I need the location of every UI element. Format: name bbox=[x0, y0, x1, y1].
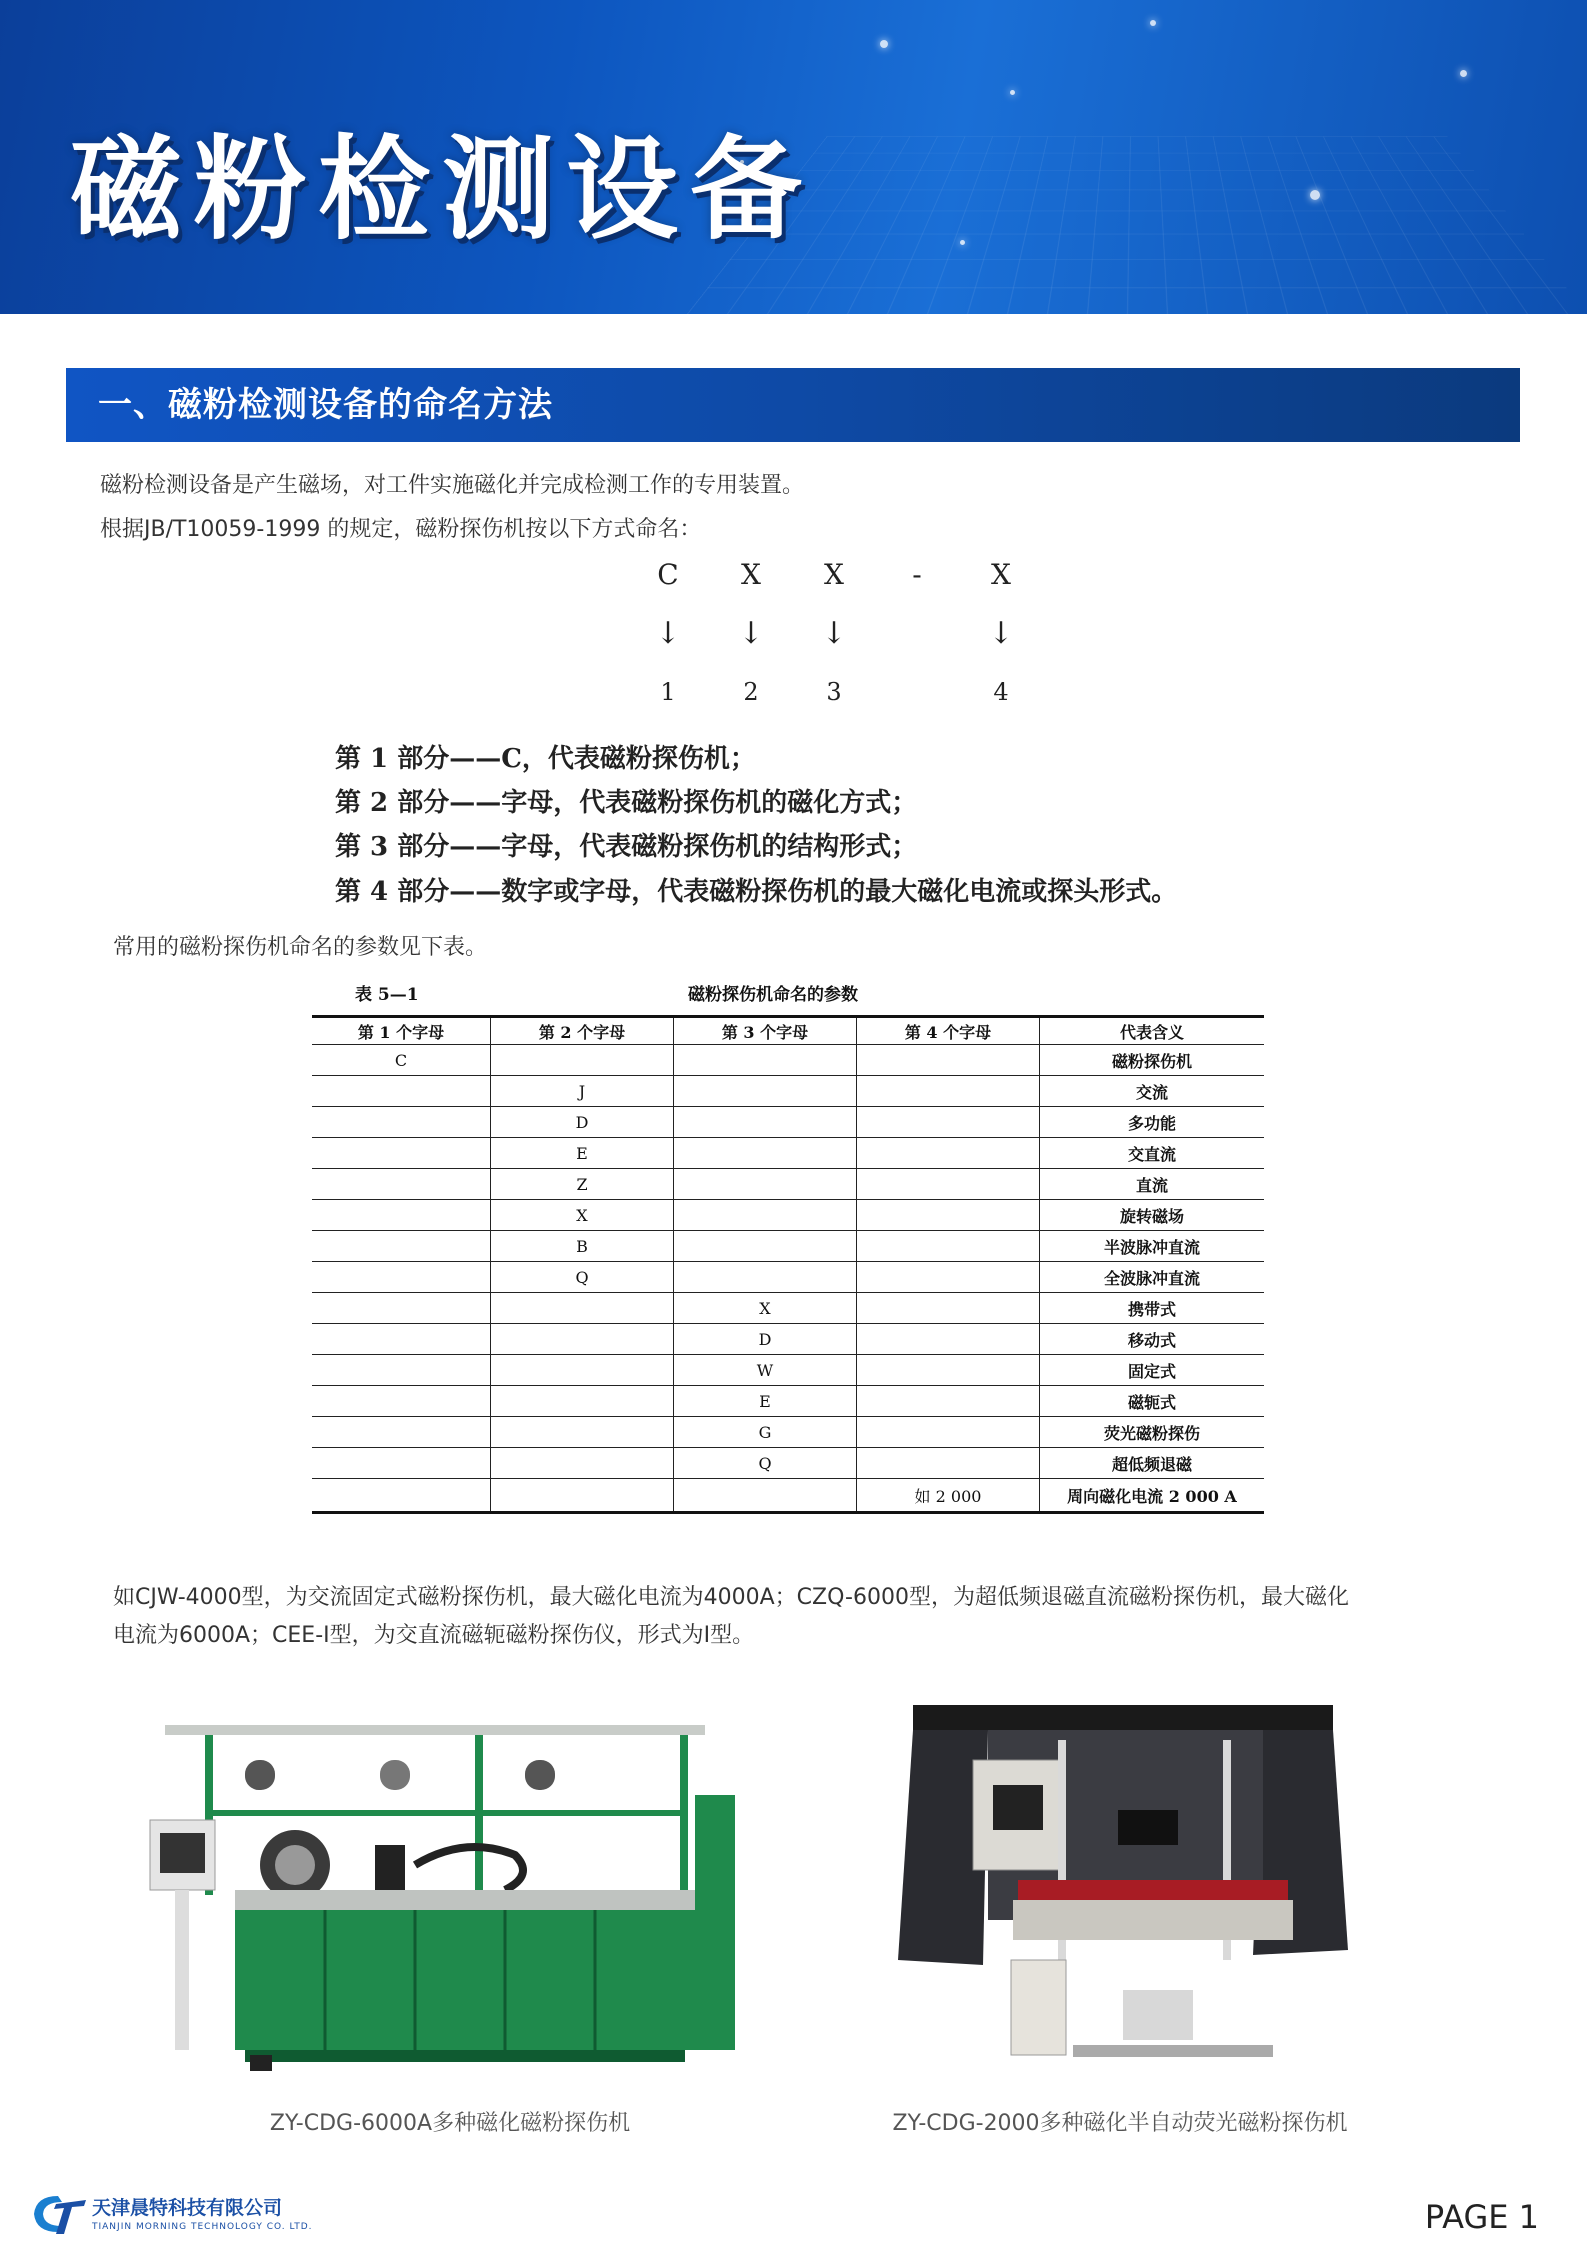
light-dot bbox=[960, 240, 965, 245]
table-cell-letter bbox=[857, 1293, 1040, 1324]
table-row bbox=[312, 1417, 1264, 1448]
table-cell-letter bbox=[857, 1138, 1040, 1169]
table-cell-letter: X bbox=[674, 1293, 857, 1324]
table-cell-letter bbox=[857, 1324, 1040, 1355]
table-cell-meaning: 移动式 bbox=[1040, 1324, 1265, 1355]
table-cell-letter bbox=[491, 1448, 674, 1479]
light-dot bbox=[1460, 70, 1467, 77]
table-cell-letter bbox=[491, 1417, 674, 1448]
table-row bbox=[312, 1138, 1264, 1169]
table-row bbox=[312, 1324, 1264, 1355]
table-cell-letter bbox=[491, 1045, 674, 1076]
header-meaning: 代表含义 bbox=[1040, 1017, 1265, 1045]
table-cell-letter bbox=[312, 1355, 491, 1386]
table-cell-letter bbox=[312, 1076, 491, 1107]
table-cell-meaning: 多功能 bbox=[1040, 1107, 1265, 1138]
table-cell-letter bbox=[857, 1045, 1040, 1076]
part-1-description: 第 1 部分——C，代表磁粉探伤机； bbox=[335, 744, 756, 774]
page-number: PAGE 1 bbox=[1424, 2198, 1539, 2236]
table-title: 磁粉探伤机命名的参数 bbox=[688, 985, 858, 1005]
table-cell-letter: C bbox=[312, 1045, 491, 1076]
table-cell-letter bbox=[312, 1138, 491, 1169]
example-line-1: 如CJW-4000型，为交流固定式磁粉探伤机，最大磁化电流为4000A；CZQ-6000型，为超低频退磁直流磁粉探伤机，最大磁化 bbox=[113, 1585, 1349, 1610]
light-dot bbox=[1010, 90, 1015, 95]
table-cell-letter bbox=[857, 1231, 1040, 1262]
product-photo-fluorescent-machine bbox=[893, 1700, 1353, 2070]
table-cell-letter bbox=[491, 1324, 674, 1355]
section-title: 一、磁粉检测设备的命名方法 bbox=[98, 385, 553, 425]
product-caption-2: ZY-CDG-2000多种磁化半自动荧光磁粉探伤机 bbox=[892, 2111, 1348, 2136]
company-name-en: TIANJIN MORNING TECHNOLOGY CO. LTD. bbox=[92, 2222, 313, 2232]
table-row bbox=[312, 1231, 1264, 1262]
arrow-down-icon: ↓ bbox=[738, 616, 764, 651]
intro-line-1: 磁粉检测设备是产生磁场，对工件实施磁化并完成检测工作的专用装置。 bbox=[100, 473, 805, 498]
table-cell-letter bbox=[674, 1107, 857, 1138]
banner-grid-decoration bbox=[687, 137, 1587, 314]
table-row bbox=[312, 1169, 1264, 1200]
scheme-letter: C bbox=[657, 558, 679, 591]
table-cell-letter: Q bbox=[491, 1262, 674, 1293]
table-row bbox=[312, 1107, 1264, 1138]
scheme-letter: X bbox=[741, 558, 761, 591]
light-dot bbox=[880, 40, 888, 48]
table-cell-letter bbox=[312, 1231, 491, 1262]
table-number: 表 5—1 bbox=[355, 985, 419, 1005]
table-cell-letter bbox=[674, 1479, 857, 1513]
table-cell-letter bbox=[857, 1417, 1040, 1448]
table-cell-letter bbox=[312, 1479, 491, 1513]
table-cell-letter bbox=[312, 1200, 491, 1231]
table-row bbox=[312, 1045, 1264, 1076]
table-cell-letter bbox=[491, 1293, 674, 1324]
light-dot bbox=[1150, 20, 1156, 26]
scheme-number: 1 bbox=[660, 678, 676, 706]
table-cell-letter bbox=[312, 1324, 491, 1355]
part-2-description: 第 2 部分——字母，代表磁粉探伤机的磁化方式； bbox=[335, 788, 918, 818]
page-title: 磁粉检测设备 bbox=[70, 125, 814, 255]
table-cell-meaning: 交直流 bbox=[1040, 1138, 1265, 1169]
table-cell-meaning: 交流 bbox=[1040, 1076, 1265, 1107]
table-cell-meaning: 固定式 bbox=[1040, 1355, 1265, 1386]
table-row bbox=[312, 1262, 1264, 1293]
table-cell-meaning: 直流 bbox=[1040, 1169, 1265, 1200]
table-row bbox=[312, 1076, 1264, 1107]
table-cell-meaning: 周向磁化电流 2 000 A bbox=[1040, 1479, 1265, 1513]
table-cell-letter: E bbox=[491, 1138, 674, 1169]
table-cell-letter bbox=[312, 1293, 491, 1324]
table-cell-letter bbox=[312, 1107, 491, 1138]
header-letter-1: 第 1 个字母 bbox=[312, 1017, 491, 1045]
table-cell-letter: 如 2 000 bbox=[857, 1479, 1040, 1513]
table-cell-letter bbox=[674, 1138, 857, 1169]
table-cell-letter: X bbox=[491, 1200, 674, 1231]
table-cell-letter bbox=[674, 1076, 857, 1107]
product-caption-1: ZY-CDG-6000A多种磁化磁粉探伤机 bbox=[269, 2111, 631, 2136]
table-cell-letter: D bbox=[491, 1107, 674, 1138]
table-cell-letter bbox=[857, 1386, 1040, 1417]
table-cell-meaning: 半波脉冲直流 bbox=[1040, 1231, 1265, 1262]
table-cell-letter bbox=[312, 1262, 491, 1293]
scheme-number: 4 bbox=[993, 678, 1009, 706]
table-row bbox=[312, 1479, 1264, 1513]
table-cell-meaning: 携带式 bbox=[1040, 1293, 1265, 1324]
table-cell-letter: E bbox=[674, 1386, 857, 1417]
table-row bbox=[312, 1448, 1264, 1479]
table-cell-letter bbox=[674, 1045, 857, 1076]
part-4-description: 第 4 部分——数字或字母，代表磁粉探伤机的最大磁化电流或探头形式。 bbox=[335, 877, 1178, 907]
table-cell-letter bbox=[857, 1448, 1040, 1479]
company-name-cn: 天津晨特科技有限公司 bbox=[92, 2197, 283, 2219]
arrow-down-icon: ↓ bbox=[655, 616, 681, 651]
table-cell-meaning: 旋转磁场 bbox=[1040, 1200, 1265, 1231]
header-letter-3: 第 3 个字母 bbox=[674, 1017, 857, 1045]
product-photo-green-machine bbox=[135, 1715, 765, 2075]
arrow-down-icon: ↓ bbox=[988, 616, 1014, 651]
table-cell-letter: G bbox=[674, 1417, 857, 1448]
table-row bbox=[312, 1200, 1264, 1231]
header-letter-2: 第 2 个字母 bbox=[491, 1017, 674, 1045]
table-cell-letter bbox=[857, 1200, 1040, 1231]
light-dot bbox=[1310, 190, 1320, 200]
table-intro: 常用的磁粉探伤机命名的参数见下表。 bbox=[113, 935, 488, 960]
header-letter-4: 第 4 个字母 bbox=[857, 1017, 1040, 1045]
table-row bbox=[312, 1386, 1264, 1417]
company-logo-icon bbox=[28, 2190, 88, 2236]
table-cell-letter: Z bbox=[491, 1169, 674, 1200]
part-3-description: 第 3 部分——字母，代表磁粉探伤机的结构形式； bbox=[335, 832, 918, 862]
table-cell-letter bbox=[491, 1386, 674, 1417]
table-cell-letter bbox=[312, 1448, 491, 1479]
naming-parameter-table bbox=[312, 1015, 1264, 1514]
table-row bbox=[312, 1293, 1264, 1324]
scheme-letter: X bbox=[824, 558, 844, 591]
scheme-number: 2 bbox=[743, 678, 759, 706]
table-cell-meaning: 全波脉冲直流 bbox=[1040, 1262, 1265, 1293]
table-cell-letter bbox=[857, 1076, 1040, 1107]
table-cell-letter bbox=[312, 1417, 491, 1448]
header-banner bbox=[0, 0, 1587, 314]
table-cell-meaning: 超低频退磁 bbox=[1040, 1448, 1265, 1479]
table-cell-letter: W bbox=[674, 1355, 857, 1386]
scheme-dash: - bbox=[912, 558, 922, 591]
table-cell-letter bbox=[312, 1386, 491, 1417]
table-cell-meaning: 荧光磁粉探伤 bbox=[1040, 1417, 1265, 1448]
table-cell-letter bbox=[857, 1355, 1040, 1386]
example-line-2: 电流为6000A；CEE-Ⅰ型，为交直流磁轭磁粉探伤仪，形式为Ⅰ型。 bbox=[113, 1623, 755, 1648]
arrow-down-icon: ↓ bbox=[821, 616, 847, 651]
table-cell-letter bbox=[857, 1169, 1040, 1200]
table-cell-letter bbox=[674, 1262, 857, 1293]
table-cell-letter: B bbox=[491, 1231, 674, 1262]
table-cell-letter bbox=[857, 1107, 1040, 1138]
section-heading-bar bbox=[66, 368, 1520, 442]
table-cell-letter bbox=[674, 1200, 857, 1231]
scheme-number: 3 bbox=[826, 678, 842, 706]
table-cell-letter: Q bbox=[674, 1448, 857, 1479]
intro-line-2: 根据JB/T10059-1999 的规定，磁粉探伤机按以下方式命名： bbox=[100, 517, 702, 542]
table-cell-letter bbox=[491, 1479, 674, 1513]
table-cell-letter: D bbox=[674, 1324, 857, 1355]
table-cell-meaning: 磁轭式 bbox=[1040, 1386, 1265, 1417]
table-cell-letter bbox=[491, 1355, 674, 1386]
table-cell-letter: J bbox=[491, 1076, 674, 1107]
scheme-letter: X bbox=[991, 558, 1011, 591]
table-cell-letter bbox=[312, 1169, 491, 1200]
table-row bbox=[312, 1355, 1264, 1386]
table-header-row bbox=[312, 1017, 1264, 1045]
table-cell-letter bbox=[674, 1169, 857, 1200]
table-cell-meaning: 磁粉探伤机 bbox=[1040, 1045, 1265, 1076]
table-cell-letter bbox=[674, 1231, 857, 1262]
table-cell-letter bbox=[857, 1262, 1040, 1293]
